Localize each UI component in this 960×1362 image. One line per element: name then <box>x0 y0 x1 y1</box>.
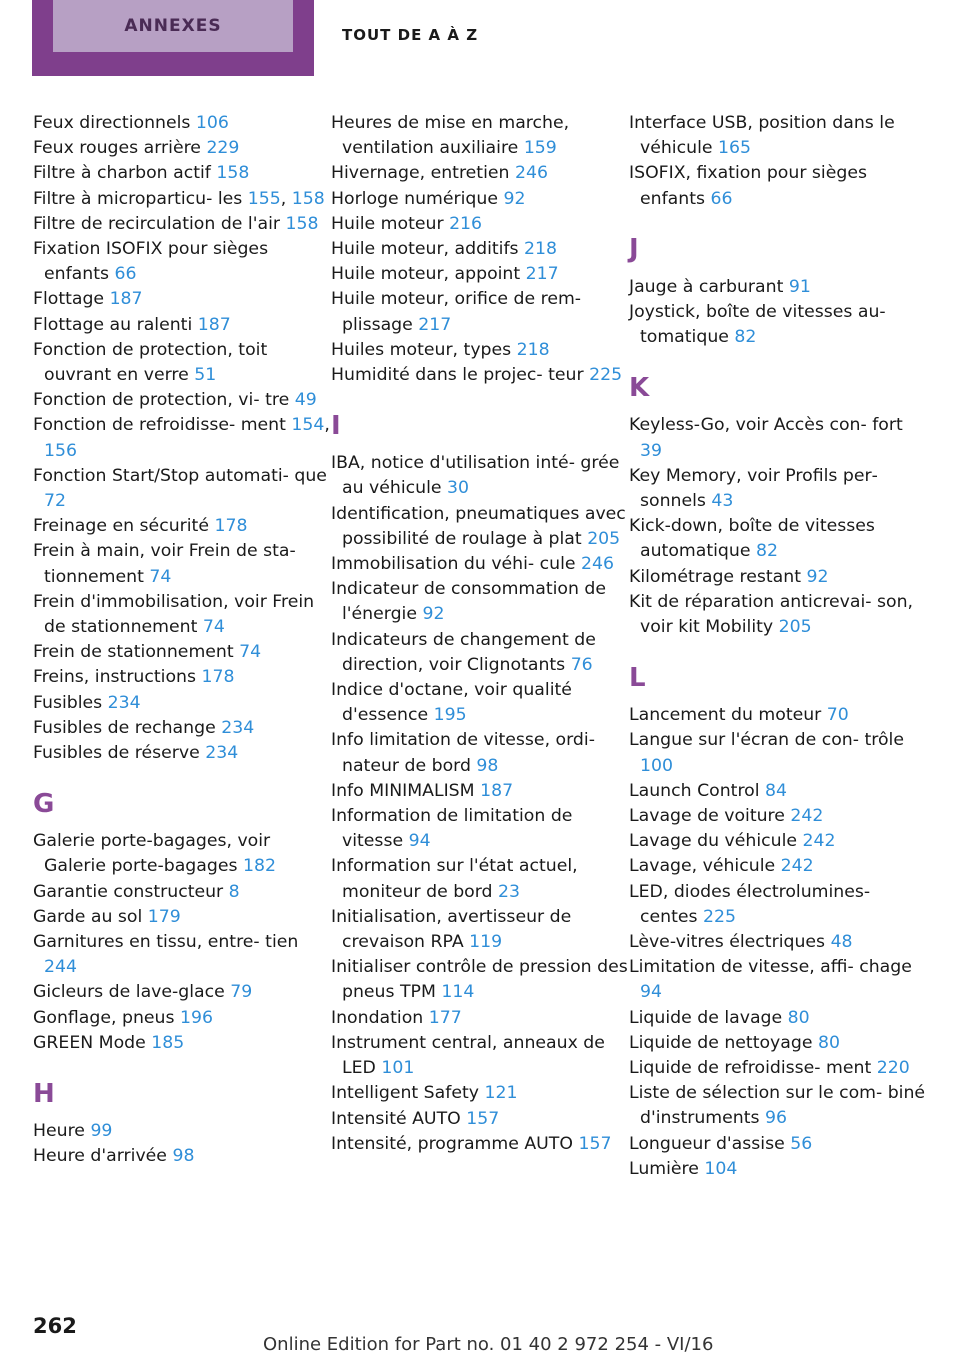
index-entry-label: GREEN Mode <box>33 1032 146 1053</box>
section-tab <box>32 0 314 76</box>
index-entry-label: Intensité AUTO <box>331 1108 461 1129</box>
index-entry <box>629 779 929 804</box>
page-reference-link[interactable]: 8 <box>228 881 240 902</box>
index-entry <box>331 577 631 627</box>
page-reference-link[interactable]: 79 <box>230 982 253 1003</box>
index-entry <box>331 338 631 363</box>
page-reference-link[interactable]: 165 <box>718 138 752 159</box>
page-reference-link[interactable]: 178 <box>214 516 248 537</box>
index-entry <box>629 1006 929 1031</box>
index-entry-label: Garantie constructeur <box>33 881 224 902</box>
index-letter-heading: K <box>629 373 650 403</box>
index-entry-label: Filtre à charbon actif <box>33 163 211 184</box>
index-entry <box>629 275 929 300</box>
index-entry-label: Freinage en sécurité <box>33 516 209 537</box>
page-reference-link[interactable]: 218 <box>516 339 550 360</box>
index-entry <box>33 388 333 413</box>
index-column-3 <box>629 111 929 1182</box>
index-entry <box>331 212 631 237</box>
index-entry-label: Garde au sol <box>33 906 143 927</box>
index-entry <box>33 829 333 879</box>
index-entry-label: Intensité, programme AUTO <box>331 1133 573 1154</box>
index-entry-label: Lève-vitres électriques <box>629 932 826 953</box>
index-letter-heading: I <box>331 410 341 441</box>
index-entry-label: Info limitation de vitesse, ordi‐ nateur de bord <box>331 730 595 776</box>
page-reference-link[interactable]: 218 <box>524 239 558 260</box>
index-entry <box>629 955 929 1005</box>
page-reference-link[interactable]: 84 <box>765 780 788 801</box>
page-reference-link[interactable]: 195 <box>433 705 467 726</box>
index-entry <box>629 590 929 640</box>
page-reference-link[interactable]: 30 <box>447 478 470 499</box>
index-entry <box>33 464 333 514</box>
index-entry <box>331 187 631 212</box>
index-entry-label: Liste de sélection sur le com‐ biné d'instruments <box>629 1083 926 1129</box>
page-reference-link[interactable]: 92 <box>422 604 445 625</box>
index-entry-label: Fonction Start/Stop automati‐ que <box>33 465 327 486</box>
index-column-2 <box>331 111 631 1157</box>
index-entry-label: Flottage au ralenti <box>33 314 193 335</box>
page-reference-link[interactable]: 225 <box>589 365 623 386</box>
index-entry-label: Limitation de vitesse, affi‐ chage <box>629 957 912 978</box>
index-entry <box>33 287 333 312</box>
index-entry-label: Fonction de protection, toit ouvrant en verre <box>33 339 268 386</box>
index-entry <box>331 905 631 955</box>
index-entry: Filtre à microparticu‐ les 155, 158 <box>33 188 325 209</box>
index-entry <box>331 1107 631 1132</box>
index-entry <box>331 1031 631 1081</box>
index-entry: Fonction de refroidisse‐ ment 154, 156 <box>33 415 330 461</box>
index-entry <box>629 565 929 590</box>
page-reference-link[interactable]: 158 <box>216 163 250 184</box>
index-entry-label: Fixation ISOFIX pour sièges enfants <box>33 239 269 285</box>
index-entry <box>629 161 929 211</box>
page-reference-link[interactable]: 157 <box>578 1133 612 1154</box>
index-entry <box>331 779 631 804</box>
index-entry <box>331 804 631 854</box>
index-entry <box>331 451 631 501</box>
index-entry-label: Interface USB, position dans le véhicule <box>629 113 895 159</box>
index-entry-label: Indicateurs de changement de direction, voir Clignotants <box>331 629 596 675</box>
page-reference-link[interactable]: 158 <box>285 213 319 234</box>
page-reference-link[interactable]: 234 <box>221 717 255 738</box>
index-entry <box>33 691 333 716</box>
page-reference-link[interactable]: 23 <box>498 881 521 902</box>
index-entry <box>331 678 631 728</box>
page-reference-link[interactable]: 178 <box>201 667 235 688</box>
index-entry-label: Filtre à microparticu‐ les <box>33 188 243 209</box>
index-entry-label: Kit de réparation anticrevai‐ son, voir kit Mobility <box>629 591 914 638</box>
index-entry-label: Information de limitation de vitesse <box>331 806 573 852</box>
index-entry <box>33 514 333 539</box>
page-reference-link[interactable]: 101 <box>381 1058 415 1079</box>
page-reference-link[interactable]: 154 <box>291 415 325 436</box>
index-entry-label: Liquide de nettoyage <box>629 1032 813 1053</box>
page-reference-link[interactable]: 179 <box>147 906 181 927</box>
page-reference-link[interactable]: 187 <box>197 314 231 335</box>
index-entry-label: Key Memory, voir Profils per‐ sonnels <box>629 465 878 511</box>
page-reference-link[interactable]: 92 <box>503 188 526 209</box>
index-entry-label: Inondation <box>331 1007 424 1028</box>
index-entry-label: Frein à main, voir Frein de sta‐ tionnement <box>33 541 296 587</box>
index-entry-label: Horloge numérique <box>331 188 498 209</box>
index-entry <box>629 1056 929 1081</box>
page-reference-link[interactable]: 66 <box>710 188 733 209</box>
page-reference-link[interactable]: 242 <box>802 831 836 852</box>
index-entry <box>33 1031 333 1056</box>
index-entry <box>629 413 929 463</box>
index-entry <box>331 955 631 1005</box>
index-entry-label: Launch Control <box>629 780 760 801</box>
index-entry <box>331 262 631 287</box>
index-entry-label: Identification, pneumatiques avec possibilité de roulage à plat <box>331 503 626 549</box>
index-entry <box>629 880 929 930</box>
page-reference-link[interactable]: 94 <box>408 831 431 852</box>
index-entry <box>331 363 631 388</box>
index-entry <box>331 1081 631 1106</box>
index-entry <box>629 1031 929 1056</box>
index-letter-heading: G <box>33 788 55 819</box>
page-reference-link[interactable]: 104 <box>704 1158 738 1179</box>
index-entry <box>629 829 929 854</box>
index-entry-label: ISOFIX, fixation pour sièges enfants <box>629 163 867 209</box>
index-entry <box>33 539 333 589</box>
index-entry <box>33 716 333 741</box>
index-entry <box>331 1132 631 1157</box>
index-entry-label: Humidité dans le projec‐ teur <box>331 365 584 386</box>
index-entry <box>629 514 929 564</box>
page-reference-link[interactable]: 121 <box>484 1083 518 1104</box>
index-entry <box>629 464 929 514</box>
page-reference-link[interactable]: 70 <box>826 705 849 726</box>
index-entry-label: Indicateur de consommation de l'énergie <box>331 579 607 625</box>
page-reference-link[interactable]: 196 <box>180 1007 213 1028</box>
index-entry-label: Flottage <box>33 289 105 310</box>
page-reference-link[interactable]: 82 <box>755 541 778 562</box>
index-entry-label: Kilométrage restant <box>629 566 801 587</box>
index-entry-label: Fusibles <box>33 692 103 713</box>
index-entry <box>629 854 929 879</box>
index-entry-label: Huile moteur, additifs <box>331 239 519 260</box>
page-reference-link[interactable]: 114 <box>441 982 475 1003</box>
page-reference-link[interactable]: 159 <box>523 138 557 159</box>
index-entry <box>33 237 333 287</box>
page-reference-link[interactable]: 76 <box>570 654 593 675</box>
index-entry <box>629 1132 929 1157</box>
footer-note: Online Edition for Part no. 01 40 2 972 254 - VI/16 <box>263 1334 714 1355</box>
index-entry <box>629 703 929 728</box>
index-entry <box>33 880 333 905</box>
index-entry <box>33 980 333 1005</box>
index-entry <box>33 1119 333 1144</box>
index-entry-label: Freins, instructions <box>33 667 196 688</box>
index-entry-label: Information sur l'état actuel, moniteur de bord <box>331 856 578 902</box>
page-reference-link[interactable]: 100 <box>640 755 673 776</box>
index-entry <box>629 1157 929 1182</box>
index-entry-label: Fusibles de rechange <box>33 717 216 738</box>
page-reference-link[interactable]: 48 <box>830 932 853 953</box>
index-entry-label: Gonflage, pneus <box>33 1007 175 1028</box>
page-reference-link[interactable]: 66 <box>114 264 137 285</box>
index-entry <box>33 313 333 338</box>
index-entry <box>331 502 631 552</box>
index-entry <box>33 1006 333 1031</box>
index-entry-label: Heures de mise en marche, ventilation auxiliaire <box>331 113 570 159</box>
page-reference-link[interactable]: 74 <box>239 642 262 663</box>
page-reference-link[interactable]: 158 <box>291 188 325 209</box>
index-entry <box>331 728 631 778</box>
index-entry-label: Joystick, boîte de vitesses au‐ tomatique <box>629 302 886 348</box>
index-entry-label: Gicleurs de lave-glace <box>33 982 225 1003</box>
page-reference-link[interactable]: 234 <box>205 743 239 764</box>
index-entry-label: Lavage du véhicule <box>629 831 798 852</box>
page-reference-link[interactable]: 217 <box>418 314 452 335</box>
index-entry-label: LED, diodes électrolumines‐ centes <box>629 881 871 927</box>
index-entry-label: Hivernage, entretien <box>331 163 510 184</box>
index-entry <box>331 111 631 161</box>
index-entry <box>33 136 333 161</box>
page-reference-link[interactable]: 242 <box>790 806 824 827</box>
index-entry-label: Huile moteur, orifice de rem‐ plissage <box>331 289 582 335</box>
index-letter-heading: L <box>629 662 646 693</box>
section-tab-label: ANNEXES <box>53 0 293 52</box>
page-reference-link[interactable]: 91 <box>788 276 811 297</box>
page-reference-link[interactable]: 217 <box>525 264 559 285</box>
page-number: 262 <box>33 1314 77 1338</box>
page-reference-link[interactable]: 82 <box>734 327 757 348</box>
page-reference-link[interactable]: 220 <box>876 1058 910 1079</box>
index-entry-label: Lavage, véhicule <box>629 856 776 877</box>
index-entry <box>629 1081 929 1131</box>
page-reference-link[interactable]: 80 <box>817 1032 840 1053</box>
page-reference-link[interactable]: 157 <box>466 1108 500 1129</box>
index-entry-label: Lavage de voiture <box>629 806 785 827</box>
index-entry-label: Initialiser contrôle de pression des pneus TPM <box>331 957 628 1003</box>
page-reference-link[interactable]: 244 <box>44 957 77 978</box>
index-entry-label: Indice d'octane, voir qualité d'essence <box>331 680 572 726</box>
index-entry-label: Intelligent Safety <box>331 1083 479 1104</box>
page-reference-link[interactable]: 92 <box>806 566 829 587</box>
page-reference-link[interactable]: 39 <box>640 440 662 461</box>
page-reference-link[interactable]: 98 <box>172 1146 195 1167</box>
index-entry-label: Keyless-Go, voir Accès con‐ fort <box>629 415 903 436</box>
index-entry <box>629 728 929 778</box>
index-entry <box>33 111 333 136</box>
page-reference-link[interactable]: 182 <box>242 856 276 877</box>
index-entry-label: Feux rouges arrière <box>33 138 201 159</box>
page-reference-link[interactable]: 94 <box>640 982 662 1003</box>
index-entry-label: Kick-down, boîte de vitesses automatique <box>629 516 875 562</box>
index-entry <box>33 930 333 980</box>
index-entry <box>33 741 333 766</box>
page-reference-link[interactable]: 246 <box>514 163 548 184</box>
page-reference-link[interactable]: 99 <box>90 1121 113 1142</box>
page-reference-link[interactable]: 246 <box>581 554 615 575</box>
index-entry <box>331 161 631 186</box>
index-entry-label: Huile moteur, appoint <box>331 264 521 285</box>
index-entry <box>629 930 929 955</box>
index-entry-label: Frein d'immobilisation, voir Frein de stationnement <box>33 591 315 638</box>
index-entry-label: Langue sur l'écran de con‐ trôle <box>629 730 904 751</box>
index-entry <box>33 212 333 237</box>
index-entry-label: Heure <box>33 1121 85 1142</box>
page-reference-link[interactable]: 229 <box>206 138 240 159</box>
index-entry-label: Lumière <box>629 1158 699 1179</box>
page-reference-link[interactable]: 119 <box>469 932 503 953</box>
index-entry <box>33 1144 333 1169</box>
index-entry <box>33 905 333 930</box>
index-entry-label: Fusibles de réserve <box>33 743 200 764</box>
page-reference-link[interactable]: 80 <box>787 1007 810 1028</box>
index-entry-label: Initialisation, avertisseur de crevaison RPA <box>331 906 572 953</box>
index-entry-label: Huile moteur <box>331 213 444 234</box>
page-reference-link[interactable]: 56 <box>790 1133 813 1154</box>
index-entry <box>629 300 929 350</box>
page-reference-link[interactable]: 242 <box>780 856 814 877</box>
page-reference-link[interactable]: 49 <box>294 390 317 411</box>
index-entry <box>33 640 333 665</box>
page-reference-link[interactable]: 187 <box>480 780 514 801</box>
index-entry-label: Info MINIMALISM <box>331 780 475 801</box>
index-entry-label: Liquide de lavage <box>629 1007 783 1028</box>
index-entry <box>331 1006 631 1031</box>
page-reference-link[interactable]: 98 <box>476 755 499 776</box>
index-entry-label: Longueur d'assise <box>629 1133 785 1154</box>
page-reference-link[interactable]: 106 <box>195 113 229 133</box>
page-reference-link[interactable]: 216 <box>449 213 483 234</box>
page-reference-link[interactable]: 74 <box>149 566 172 587</box>
page-reference-link[interactable]: 234 <box>107 692 141 713</box>
page-reference-link[interactable]: 155 <box>247 188 281 209</box>
index-entry-label: Garnitures en tissu, entre‐ tien <box>33 932 299 953</box>
page-reference-link[interactable]: 225 <box>703 906 736 927</box>
page-reference-link[interactable]: 205 <box>587 528 621 549</box>
page-reference-link[interactable]: 177 <box>428 1007 462 1028</box>
page-reference-link[interactable]: 156 <box>44 440 77 461</box>
index-entry <box>33 338 333 388</box>
index-entry <box>629 804 929 829</box>
index-entry-label: Huiles moteur, types <box>331 339 512 360</box>
index-entry-label: Frein de stationnement <box>33 642 234 663</box>
index-entry <box>331 628 631 678</box>
index-column-1 <box>33 111 333 1169</box>
index-entry-label: Instrument central, anneaux de LED <box>331 1032 605 1079</box>
index-letter-heading: H <box>33 1078 55 1109</box>
index-entry <box>331 552 631 577</box>
index-entry-label: Immobilisation du véhi‐ cule <box>331 554 576 575</box>
index-entry <box>629 111 929 161</box>
page-reference-link[interactable]: 43 <box>711 491 734 511</box>
index-entry <box>33 665 333 690</box>
index-entry-label: Galerie porte-bagages, voir Galerie porte-bagages <box>33 831 271 877</box>
index-entry <box>33 161 333 186</box>
index-entry <box>331 287 631 337</box>
page-reference-link[interactable]: 51 <box>194 365 217 386</box>
index-entry-label: Feux directionnels <box>33 113 191 133</box>
index-entry <box>33 590 333 640</box>
index-entry-label: Heure d'arrivée <box>33 1146 167 1167</box>
index-entry-label: Fonction de protection, vi‐ tre <box>33 390 290 411</box>
page-reference-link[interactable]: 185 <box>151 1032 185 1053</box>
page-reference-link[interactable]: 96 <box>765 1108 788 1129</box>
index-letter-heading: J <box>629 234 639 265</box>
index-entry-label: IBA, notice d'utilisation inté‐ grée au véhicule <box>331 453 620 499</box>
index-entry <box>331 854 631 904</box>
index-entry-label: Fonction de refroidisse‐ ment <box>33 415 286 436</box>
index-entry-label: Jauge à carburant <box>629 276 784 297</box>
index-entry-label: Filtre de recirculation de l'air <box>33 213 280 234</box>
header-title: TOUT DE A À Z <box>342 26 479 44</box>
index-entry-label: Liquide de refroidisse‐ ment <box>629 1058 872 1079</box>
page-reference-link[interactable]: 187 <box>109 289 143 310</box>
page-reference-link[interactable]: 205 <box>778 617 812 638</box>
index-entry <box>331 237 631 262</box>
page-reference-link[interactable]: 72 <box>44 491 66 512</box>
page-reference-link[interactable]: 74 <box>202 617 225 638</box>
index-entry-label: Lancement du moteur <box>629 705 822 726</box>
